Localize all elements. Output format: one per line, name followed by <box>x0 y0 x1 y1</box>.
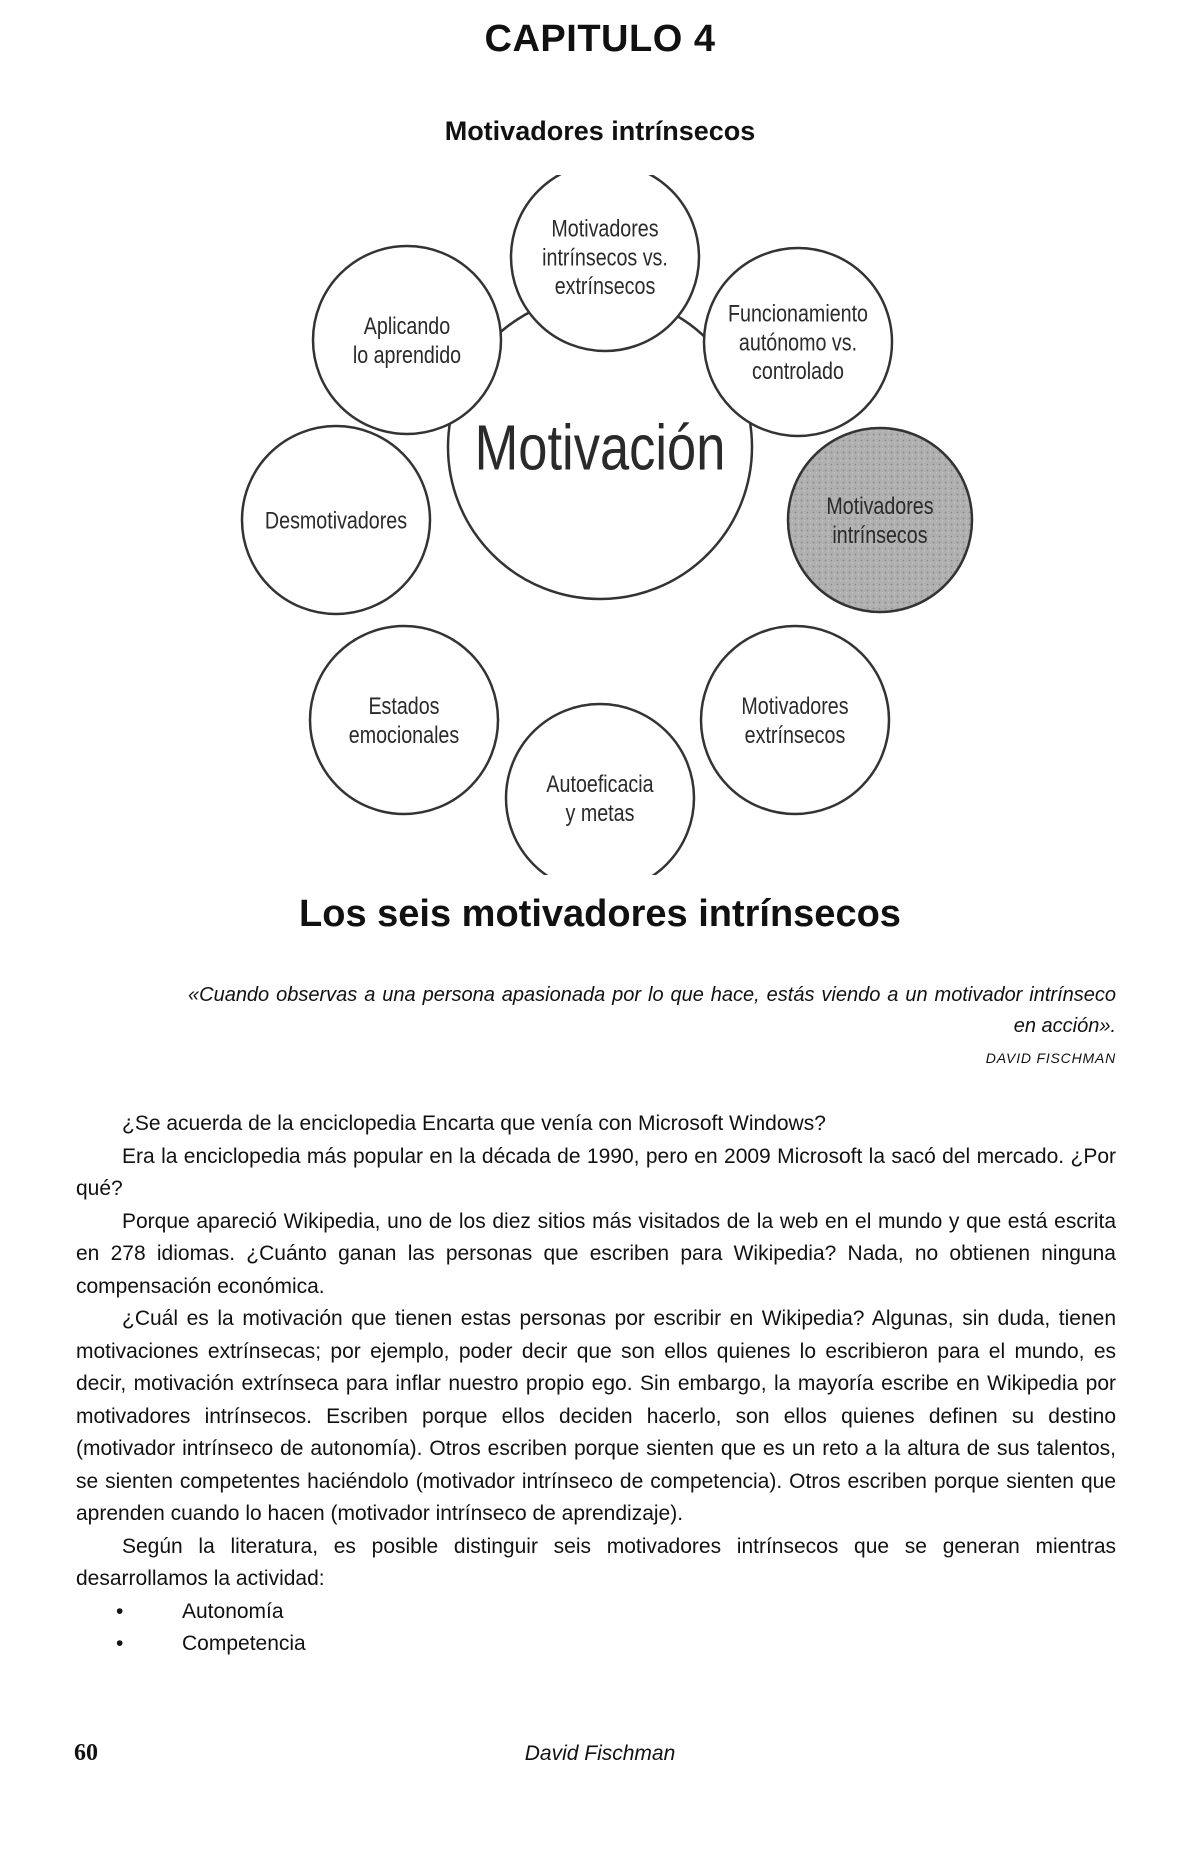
circle-label-bottom-right: Motivadores <box>741 692 849 720</box>
motivator-list <box>76 1596 1116 1661</box>
running-footer-author: David Fischman <box>524 1742 676 1765</box>
circle-label-top-right: autónomo vs. <box>738 328 858 356</box>
paragraph: ¿Se acuerda de la enciclopedia Encarta que venía con Microsoft Windows? <box>122 1112 826 1135</box>
section-title: Los seis motivadores intrínsecos <box>299 893 901 935</box>
circle-label-top-right: Funcionamiento <box>728 299 868 328</box>
circle-label-right: Motivadores <box>826 492 934 520</box>
circle-label-bottom: y metas <box>565 798 635 827</box>
chapter-heading: CAPITULO 4 <box>484 18 716 60</box>
list-item-label: Autonomía <box>182 1599 284 1623</box>
circle-label-top: extrínsecos <box>554 272 656 300</box>
bullet-icon: • <box>116 1599 124 1623</box>
chapter-subtitle: Motivadores intrínsecos <box>444 116 756 146</box>
epigraph-quote: «Cuando observas a una persona apasionada por lo que hace, estás viendo a un motivador intrínseco en acción». <box>188 984 1116 1037</box>
circle-label-top-right: controlado <box>752 357 844 385</box>
motivation-diagram-svg <box>200 175 1000 875</box>
circle-label-bottom-left: Estados <box>368 692 440 720</box>
circle-label-bottom-right: extrínsecos <box>744 720 846 749</box>
bullet-icon: • <box>116 1632 124 1655</box>
epigraph-author: DAVID FISCHMAN <box>985 1050 1116 1066</box>
list-item-label: Competencia <box>182 1632 306 1655</box>
list-item <box>76 1628 1116 1661</box>
paragraph: Porque apareció Wikipedia, uno de los diez sitios más visitados de la web en el mundo y que está escrita en 278 idiomas. ¿Cuánto ganan las personas que escriben para Wikipedia? Nada, no obtienen ninguna compensación económica. <box>76 1209 1116 1298</box>
circle-label-bottom-left: emocionales <box>348 720 460 749</box>
paragraph: Era la enciclopedia más popular en la década de 1990, pero en 2009 Microsoft la sacó del mercado. ¿Por qué? <box>76 1144 1116 1200</box>
body-text <box>76 1108 1116 1661</box>
paragraph: Según la literatura, es posible distinguir seis motivadores intrínsecos que se generan mientras desarrollamos la actividad: <box>76 1534 1116 1590</box>
circle-label-top-left: Aplicando <box>363 312 451 340</box>
paragraph: ¿Cuál es la motivación que tienen estas personas por escribir en Wikipedia? Algunas, sin duda, tienen motivaciones extrínsecas; por ejemplo, poder decir que son ellos quienes lo escribieron para el mundo, es decir, motivación extrínseca para inflar nuestro propio ego. Sin embargo, la mayoría escribe en Wikipedia por motivadores intrínsecos. Escriben porque ellos deciden hacerlo, son ellos quienes definen su destino (motivador intrínseco de autonomía). Otros escriben porque sienten que es un reto a la altura de sus talentos, se sienten competentes haciéndolo (motivador intrínseco de competencia). Otros escriben porque sienten que aprenden cuando lo hacen (motivador intrínseco de aprendizaje). <box>76 1307 1116 1525</box>
circle-label-top: intrínsecos vs. <box>542 243 668 271</box>
motivation-diagram <box>200 175 1000 875</box>
page-number: 60 <box>74 1740 98 1766</box>
circle-label-top-left: lo aprendido <box>352 340 462 369</box>
circle-label-left: Desmotivadores <box>264 506 408 534</box>
center-label: Motivación <box>474 412 726 484</box>
circle-label-right: intrínsecos <box>832 520 928 549</box>
list-item <box>76 1596 1116 1629</box>
circle-label-top: Motivadores <box>551 214 659 243</box>
circle-label-bottom: Autoeficacia <box>546 770 654 798</box>
